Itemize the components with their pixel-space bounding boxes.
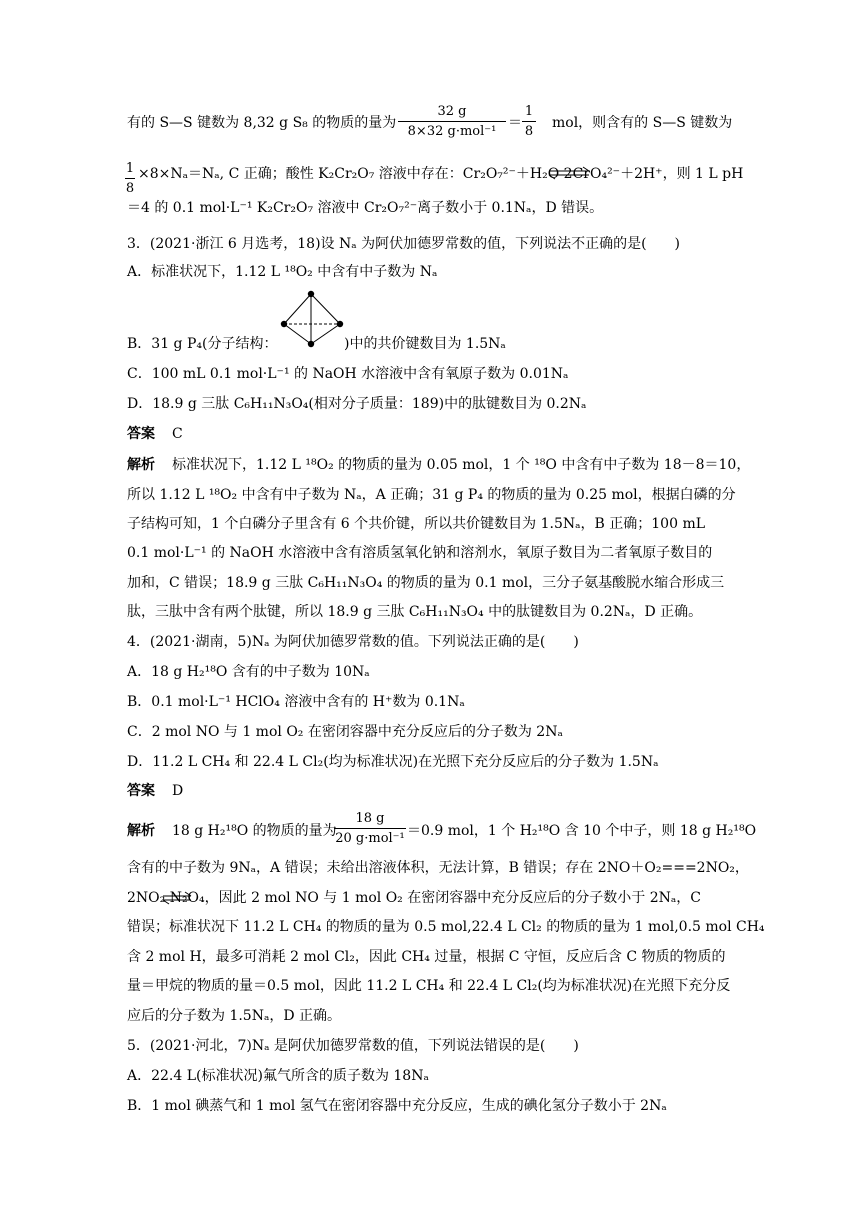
explanation-text: 加和，C 错误；18.9 g 三肽 C₆H₁₁N₃O₄ 的物质的量为 0.1 mol，三分子氨基酸脱水缩合形成三 [127, 575, 725, 591]
explanation-text: 含 2 mol H，最多可消耗 2 mol Cl₂，因此 CH₄ 过量，根据 C 守恒，反应后含 C 物质的物质的 [127, 949, 726, 965]
option-b: B．0.1 mol·L⁻¹ HClO₄ 溶液中含有的 H⁺数为 0.1Nₐ [127, 694, 465, 710]
explanation-text: 含有的中子数为 9Nₐ，A 错误；未给出溶液体积，无法计算，B 错误；存在 2NO＋O₂===2NO₂， [127, 860, 749, 876]
text-line: ×8×Nₐ＝Nₐ, C 正确；酸性 K₂Cr₂O₇ 溶液中存在：Cr₂O₇²⁻＋H₂O 2CrO₄²⁻＋2H⁺，则 1 L pH [138, 166, 744, 182]
fraction-numerator: 18 g [355, 811, 385, 826]
answer-label: 答案 [127, 783, 155, 799]
fraction-numerator: 1 [524, 104, 534, 119]
option-d: D．18.9 g 三肽 C₆H₁₁N₃O₄(相对分子质量：189)中的肽键数目为 0.2Nₐ [127, 396, 587, 412]
explanation-text: 0.1 mol·L⁻¹ 的 NaOH 水溶液中含有溶质氢氧化钠和溶剂水，氧原子数目为二者氧原子数目的 [127, 545, 713, 561]
option-a: A．18 g H₂¹⁸O 含有的中子数为 10Nₐ [127, 664, 370, 680]
explanation-text: 标准状况下，1.12 L ¹⁸O₂ 的物质的量为 0.05 mol，1 个 ¹⁸O 中含有中子数为 18－8＝10， [172, 457, 751, 473]
explanation-label: 解析 [127, 823, 155, 839]
explanation-text: ＝0.9 mol，1 个 H₂¹⁸O 含 10 个中子，则 18 g H₂¹⁸O [407, 823, 757, 839]
option-c: C．100 mL 0.1 mol·L⁻¹ 的 NaOH 水溶液中含有氧原子数为 0.01Nₐ [127, 366, 569, 382]
reversible-arrow-icon [160, 891, 194, 905]
option-b: B．1 mol 碘蒸气和 1 mol 氢气在密闭容器中充分反应，生成的碘化氢分子数小于 2Nₐ [127, 1098, 667, 1114]
answer-label: 答案 [127, 426, 155, 442]
option-a: A．22.4 L(标准状况)氟气所含的质子数为 18Nₐ [127, 1068, 429, 1084]
fraction [398, 103, 506, 140]
fraction-denominator: 8×32 g·mol⁻¹ [407, 124, 497, 139]
question-4: 4．(2021·湖南，5)Nₐ 为阿伏加德罗常数的值。下列说法正确的是( ) [127, 634, 579, 650]
option-b-cont: )中的共价键数目为 1.5Nₐ [344, 336, 506, 352]
text-line: ＝4 的 0.1 mol·L⁻¹ K₂Cr₂O₇ 溶液中 Cr₂O₇²⁻离子数小于 0.1Nₐ，D 错误。 [127, 200, 604, 216]
fraction [334, 810, 406, 847]
answer-value: D [172, 783, 184, 799]
explanation-text: 2NO₂ N₂O₄，因此 2 mol NO 与 1 mol O₂ 在密闭容器中充分反应后的分子数小于 2Nₐ，C [127, 890, 701, 906]
fraction [125, 160, 135, 197]
fraction-denominator: 8 [524, 124, 534, 139]
explanation-text: 肽，三肽中含有两个肽键，所以 18.9 g 三肽 C₆H₁₁N₃O₄ 中的肽键数目为 0.2Nₐ，D 正确。 [127, 604, 703, 620]
explanation-text: 18 g H₂¹⁸O 的物质的量为 [172, 823, 337, 839]
explanation-text: 量＝甲烷的物质的量＝0.5 mol，因此 11.2 L CH₄ 和 22.4 L Cl₂(均为标准状况)在光照下充分反 [127, 978, 731, 994]
p4-molecule-structure [278, 290, 348, 350]
explanation-text: 错误；标准状况下 11.2 L CH₄ 的物质的量为 0.5 mol,22.4 L Cl₂ 的物质的量为 1 mol,0.5 mol CH₄ [127, 919, 765, 935]
fraction-bar [522, 121, 536, 122]
option-a: A．标准状况下，1.12 L ¹⁸O₂ 中含有中子数为 Nₐ [127, 264, 438, 280]
option-b: B．31 g P₄(分子结构： [127, 336, 278, 352]
question-3: 3．(2021·浙江 6 月选考，18)设 Nₐ 为阿伏加德罗常数的值，下列说法不正确的是( ) [127, 236, 681, 252]
reversible-arrow-icon [545, 166, 593, 180]
fraction-bar [398, 121, 506, 122]
explanation-text: 所以 1.12 L ¹⁸O₂ 中含有中子数为 Nₐ，A 正确；31 g P₄ 的物质的量为 0.25 mol，根据白磷的分 [127, 487, 736, 503]
fraction-bar [334, 828, 406, 829]
text-line: ＝ [508, 115, 522, 131]
option-d: D．11.2 L CH₄ 和 22.4 L Cl₂(均为标准状况)在光照下充分反应后的分子数为 1.5Nₐ [127, 754, 659, 770]
fraction-denominator: 8 [125, 181, 135, 196]
fraction-denominator: 20 g·mol⁻¹ [335, 831, 405, 846]
explanation-text: 应后的分子数为 1.5Nₐ，D 正确。 [127, 1008, 342, 1024]
fraction [522, 103, 536, 140]
explanation-text: 子结构可知，1 个白磷分子里含有 6 个共价键，所以共价键数目为 1.5Nₐ，B 正确；100 mL [127, 516, 706, 532]
answer-value: C [172, 426, 183, 442]
text-line: 有的 S—S 键数为 8,32 g S₈ 的物质的量为 [127, 115, 397, 131]
text-line: mol，则含有的 S—S 键数为 [552, 115, 733, 131]
explanation-label: 解析 [127, 457, 155, 473]
fraction-numerator: 1 [125, 161, 135, 176]
question-5: 5．(2021·河北，7)Nₐ 是阿伏加德罗常数的值，下列说法错误的是( ) [127, 1038, 579, 1054]
fraction-bar [125, 178, 135, 179]
fraction-numerator: 32 g [437, 104, 467, 119]
option-c: C．2 mol NO 与 1 mol O₂ 在密闭容器中充分反应后的分子数为 2Nₐ [127, 724, 563, 740]
